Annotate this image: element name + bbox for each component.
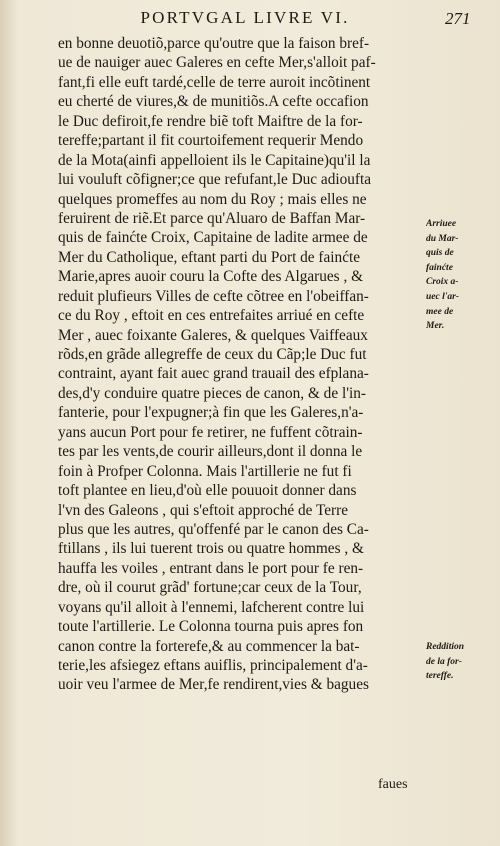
text-line: foin à Profper Colonna. Mais l'artillerie ne fut fi (58, 462, 352, 480)
text-line: des,d'y conduire quatre pieces de canon, & de l'in- (58, 384, 366, 402)
text-line: dre, où il courut grãd' fortune;car ceux de la Tour, (58, 579, 362, 597)
side-note-line: Reddition (426, 642, 465, 652)
text-line: contraint, ayant fait auec grand trauail des efplana- (58, 365, 369, 383)
side-note-line: Arriuee (426, 219, 457, 229)
text-line: tereffe;partant il fit courtoifement requerir Mendo (58, 132, 364, 150)
side-note-surrender (426, 640, 496, 684)
page-number: 271 (445, 9, 471, 28)
text-line: l'vn des Galeons , qui s'eftoit approché de Terre (58, 501, 349, 519)
text-line: rõds,en grãde allegreffe de ceux du Cãp;le Duc fut (58, 346, 367, 363)
text-line: canon contre la forterefe,& au commencer la bat- (58, 637, 360, 655)
text-line: yans aucun Port pour fe retirer, ne fuffent cõtrain- (58, 423, 363, 441)
text-line: ue de nauiger auec Galeres en cefte Mer,s'alloit paf- (58, 54, 376, 72)
text-line: Mer , auec foixante Galeres, & quelques Vaiffeaux (58, 326, 368, 344)
side-note-line: tereffe. (426, 671, 454, 682)
text-line: fant,fi elle euft tardé,celle de terre auroit incõtinent (58, 73, 371, 91)
side-note-line: fainćte (426, 262, 453, 273)
catchword: faues (378, 777, 408, 792)
text-line: ce du Roy , eftoit en ces entrefaites arriué en cefte (58, 307, 365, 325)
side-note-line: Croix a- (426, 277, 459, 288)
running-title: PORTVGAL LIVRE VI. (140, 8, 350, 27)
text-line: quis de fainćte Croix, Capitaine de ladite armee de (58, 229, 368, 247)
side-note-arrival (426, 217, 496, 334)
text-line: Marie,apres auoir couru la Cofte des Algarues , & (58, 268, 363, 286)
text-line: plus que les autres, qu'offenfé par le canon des Ca- (58, 520, 369, 538)
text-line: reduit plufieurs Villes de cefte cõtree en l'obeiffan- (58, 287, 369, 305)
side-note-line: mee de (426, 306, 454, 317)
text-line: voyans qu'il alloit à l'ennemi, lafcherent contre lui (58, 598, 365, 616)
side-note-line: de la for- (426, 656, 462, 667)
text-line: terie,les afsiegez eftans auiflis, principalement d'a- (58, 657, 368, 674)
text-line: quelques promeffes au nom du Roy ; mais elles ne (58, 190, 367, 208)
side-note-line: quis de (426, 248, 454, 259)
text-line: hauffa les voiles , entrant dans le port pour fe ren- (58, 559, 364, 577)
text-line: toft plantee en lieu,d'où elle pouuoit donner dans (58, 482, 357, 500)
text-line: lui vouluft cõfigner;ce que refufant,le Duc adioufta (58, 171, 372, 189)
text-line: eu cherté de viures,& de munitiõs.A cefte occafion (58, 93, 369, 111)
text-line: ftillans , ils lui tuerent trois ou quatre hommes , & (58, 540, 364, 558)
text-line: feruirent de riẽ.Et parce qu'Aluaro de Baffan Mar- (58, 209, 366, 227)
text-line: tes par les vents,de courir ailleurs,dont il donna le (58, 443, 363, 461)
text-line: de la Mota(ainfi appelloient ils le Capitaine)qu'il la (58, 151, 371, 169)
text-line: fanterie, pour l'expugner;à fin que les Galeres,n'a- (58, 404, 364, 422)
text-line: toute l'artillerie. Le Colonna tourna puis apres fon (58, 618, 364, 636)
side-note-line: du Mar- (426, 233, 459, 244)
text-line: Mer du Catholique, eftant parti du Port de fainćte (58, 248, 361, 266)
side-note-line: uec l'ar- (426, 291, 459, 302)
text-line: le Duc defiroit,fe rendre biẽ toft Maiftre de la for- (58, 112, 363, 130)
side-note-line: Mer. (426, 321, 445, 332)
text-line: en bonne deuotiõ,parce qu'outre que la faison bref- (58, 35, 370, 52)
text-line: uoir veu l'armee de Mer,fe rendirent,vies & bagues (58, 676, 369, 694)
body-text (58, 34, 430, 695)
